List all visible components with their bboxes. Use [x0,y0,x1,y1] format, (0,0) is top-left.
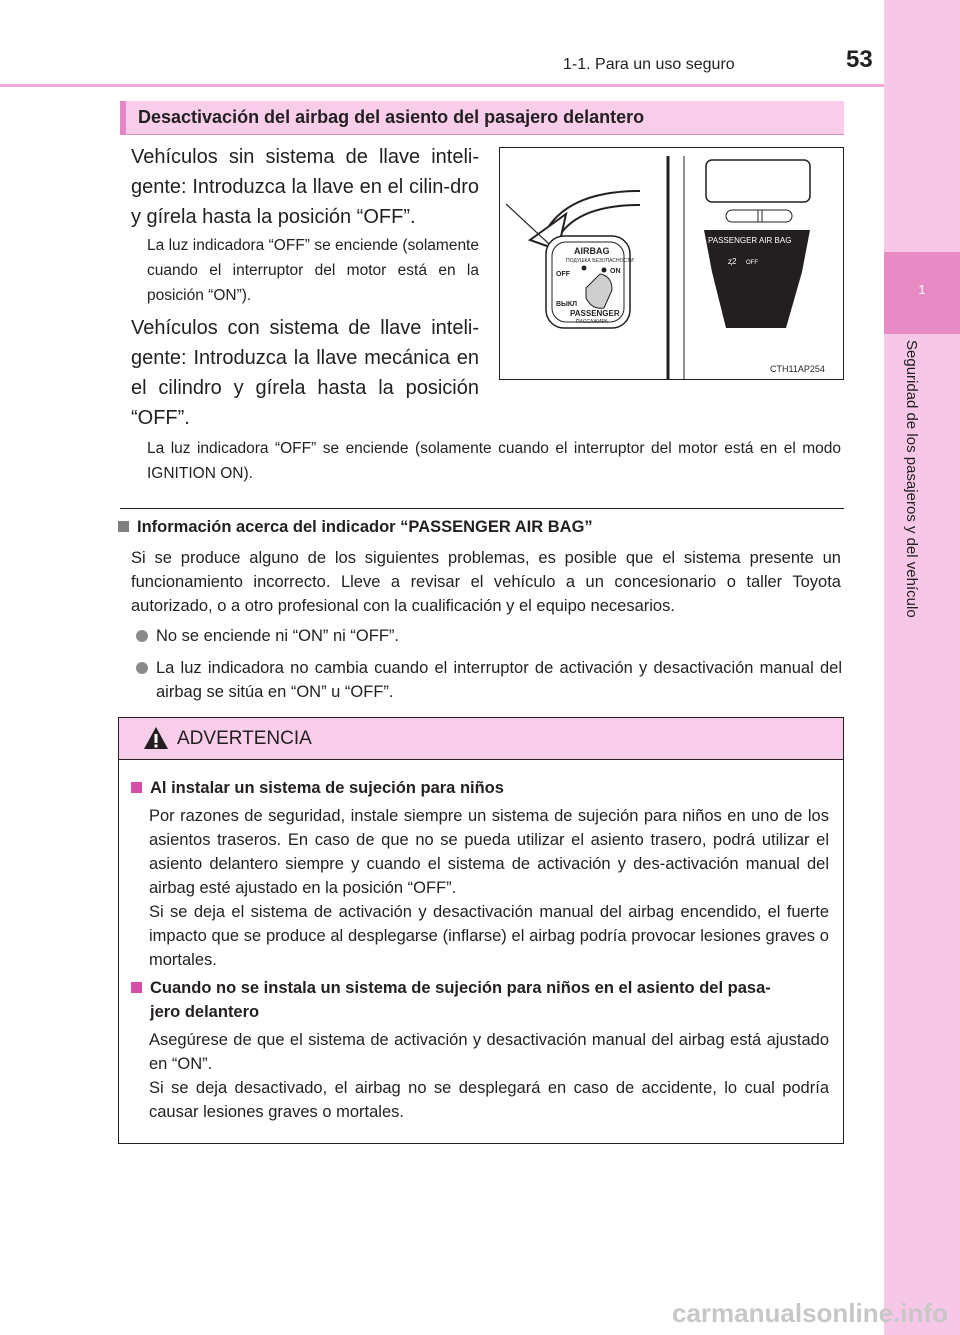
paragraph-smart-key: Vehículos con sistema de llave inteli-gente: Introduzca la llave mecánica en el cilindro y gírela hasta la posición “OFF”. [131,317,479,429]
warning-title: ADVERTENCIA [177,728,312,749]
warning-text-1a: Por razones de seguridad, instale siempre un sistema de sujeción para niños en uno de los asientos traseros. En caso de que no se pueda utilizar el asiento trasero, podrá utilizar el asiento delantero siempre y cuando el sistema de activación y des-activación manual del airbag esté ajustado en la posición “OFF”. [149,807,829,897]
section-heading [120,101,844,135]
warning-heading-1 [131,776,831,800]
switch-passenger-label: PASSENGER [570,309,620,318]
indicator-label: PASSENGER AIR BAG [708,236,792,245]
chapter-label-container [903,340,932,670]
warning-triangle-icon [143,726,169,750]
section-title: Desactivación del airbag del asiento del pasajero delantero [138,107,645,127]
watermark: carmanualsonline.info [672,1298,948,1328]
warning-heading-2 [131,976,831,1024]
switch-off-label-ru: ВЫКЛ [556,301,578,308]
page-number: 53 [846,46,873,73]
warning-heading-2-text: Cuando no se instala un sistema de sujeción para niños en el asiento del pasa- [150,979,771,997]
list-item [136,656,842,704]
section-divider [120,508,844,509]
svg-text:ⱬ2: ⱬ2 [728,257,737,266]
airbag-switch-illustration [499,147,844,380]
switch-off-label: OFF [556,271,570,278]
list-item-text: No se enciende ni “ON” ni “OFF”. [156,627,399,645]
chapter-number: 1 [918,282,926,297]
bullet-dot-icon [136,662,148,674]
list-item [136,624,842,648]
chapter-label: Seguridad de los pasajeros y del vehículo [903,340,920,618]
warning-text-2a: Asegúrese de que el sistema de activación y desactivación manual del airbag está ajustado en “ON”. [149,1031,829,1073]
illustration-code: CTH11AP254 [770,364,825,374]
square-bullet-icon [118,521,129,532]
warning-header [119,718,843,760]
indicator-off-label: OFF [746,260,758,266]
switch-airbag-label: AIRBAG [574,246,610,256]
switch-on-label: ON [610,268,621,275]
info-heading [118,518,593,537]
header-rule [0,84,884,87]
note-indicator-on: La luz indicadora “OFF” se enciende (solamente cuando el interruptor del motor está en la posición “ON”). [147,237,479,304]
chapter-tab[interactable] [884,252,960,334]
note-indicator-ignition: La luz indicadora “OFF” se enciende (solamente cuando el interruptor del motor está en el modo IGNITION ON). [147,440,841,482]
list-item-text: La luz indicadora no cambia cuando el interruptor de activación y desactivación manual del airbag se sitúa en “ON” u “OFF”. [156,659,842,701]
warning-box [118,717,844,1144]
warning-text-2b: Si se deja desactivado, el airbag no se desplegará en caso de accidente, lo cual podría causar lesiones graves o mortales. [149,1079,829,1121]
square-bullet-icon [131,982,142,993]
info-body: Si se produce alguno de los siguientes problemas, es posible que el sistema presente un funcionamiento incorrecto. Lleve a revisar el vehículo a un concesionario o taller Toyota autorizado, o a otro profesional con la cualificación y el equipo necesarios. [131,549,841,615]
warning-heading-2-text-cont: jero delantero [150,1003,260,1021]
warning-text-1b: Si se deja el sistema de activación y desactivación manual del airbag encendido, el fuerte impacto que se produce al desplegarse (inflarse) el airbag podría provocar lesiones graves o mortales. [149,903,829,969]
paragraph-no-smart-key: Vehículos sin sistema de llave inteli-gente: Introduzca la llave en el cilin-dro y gírela hasta la posición “OFF”. [131,146,479,228]
bullet-dot-icon [136,630,148,642]
airbag-switch-drawing [500,148,843,379]
switch-airbag-label-ru: ПОДУШКА БЕЗОПАСНОСТИ [566,258,634,264]
switch-passenger-label-ru: ПАССАЖИРА [576,319,608,325]
section-breadcrumb: 1-1. Para un uso seguro [563,56,735,73]
square-bullet-icon [131,782,142,793]
warning-heading-1-text: Al instalar un sistema de sujeción para niños [150,779,504,797]
info-heading-text: Información acerca del indicador “PASSENGER AIR BAG” [137,518,593,536]
